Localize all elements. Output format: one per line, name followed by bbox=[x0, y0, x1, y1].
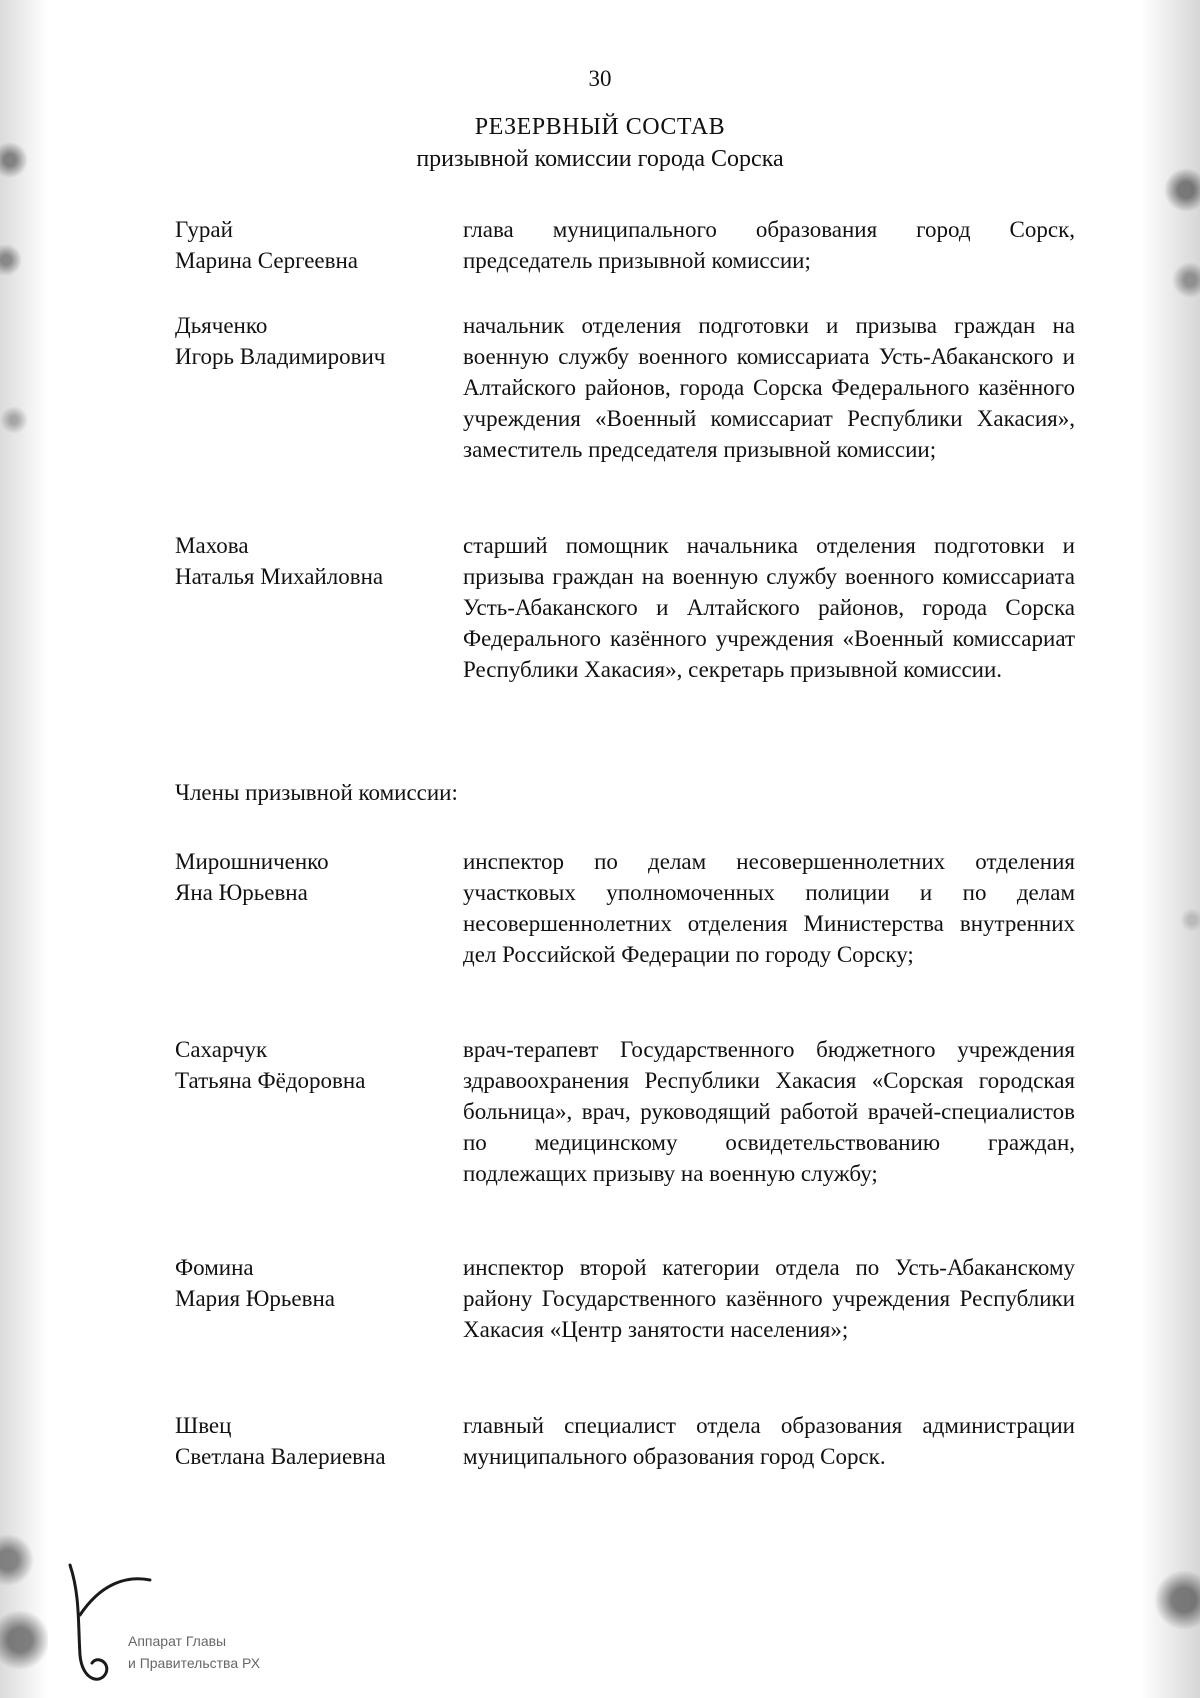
stamp-line: и Правительства РХ bbox=[128, 1655, 261, 1671]
office-stamp bbox=[128, 1630, 260, 1674]
document-subtitle: призывной комиссии города Сорска bbox=[416, 146, 784, 172]
document-title: РЕЗЕРВНЫЙ СОСТАВ bbox=[474, 114, 726, 140]
surname: Швец bbox=[175, 1413, 232, 1438]
given-names: Татьяна Фёдоровна bbox=[175, 1068, 366, 1093]
given-names: Светлана Валериевна bbox=[175, 1444, 386, 1469]
page-number: 30 bbox=[588, 66, 612, 91]
person-name bbox=[175, 1252, 445, 1314]
members-heading: Члены призывной комиссии: bbox=[175, 780, 458, 805]
surname: Сахарчук bbox=[175, 1037, 268, 1062]
person-role: главный специалист отдела образования администрации муниципального образования город Сорск. bbox=[463, 1413, 1075, 1469]
person-role: глава муниципального образования город Сорск, председатель призывной комиссии; bbox=[463, 217, 1075, 273]
person-name bbox=[175, 1410, 445, 1472]
person-role: инспектор по делам несовершеннолетних отделения участковых уполномоченных полиции и по делам несовершеннолетних отделения Министерства внутренних дел Российской Федерации по городу Сорску; bbox=[463, 849, 1075, 967]
stamp-line: Аппарат Главы bbox=[128, 1633, 227, 1649]
person-name bbox=[175, 214, 445, 276]
given-names: Яна Юрьевна bbox=[175, 880, 308, 905]
person-role: старший помощник начальника отделения подготовки и призыва граждан на военную службу военного комиссариата Усть-Абаканского и Алтайского районов, города Сорска Федерального казённого учреждения «Военный комиссариат Республики Хакасия», секретарь призывной комиссии. bbox=[463, 533, 1075, 682]
signature-mark bbox=[40, 1555, 160, 1695]
person-name bbox=[175, 530, 445, 592]
surname: Мирошниченко bbox=[175, 849, 329, 874]
person-role: врач-терапевт Государственного бюджетного учреждения здравоохранения Республики Хакасия «Сорская городская больница», врач, руководящий работой врачей-специалистов по медицинскому освидетельствованию граждан, подлежащих призыву на военную службу; bbox=[463, 1037, 1075, 1186]
surname: Фомина bbox=[175, 1255, 254, 1280]
person-name bbox=[175, 846, 445, 908]
surname: Дьяченко bbox=[175, 313, 268, 338]
person-name bbox=[175, 1034, 445, 1096]
given-names: Игорь Владимирович bbox=[175, 344, 386, 369]
person-name bbox=[175, 310, 445, 372]
person-role: инспектор второй категории отдела по Усть-Абаканскому району Государственного казённого учреждения Республики Хакасия «Центр занятости населения»; bbox=[463, 1255, 1075, 1342]
person-role: начальник отделения подготовки и призыва граждан на военную службу военного комиссариата Усть-Абаканского и Алтайского районов, города Сорска Федерального казённого учреждения «Военный комиссариат Республики Хакасия», заместитель председателя призывной комиссии; bbox=[463, 313, 1075, 462]
scan-edge-right bbox=[1140, 0, 1200, 1698]
given-names: Наталья Михайловна bbox=[175, 564, 384, 589]
given-names: Мария Юрьевна bbox=[175, 1286, 336, 1311]
given-names: Марина Сергеевна bbox=[175, 248, 358, 273]
scan-edge-left bbox=[0, 0, 48, 1698]
surname: Махова bbox=[175, 533, 249, 558]
surname: Гурай bbox=[175, 217, 233, 242]
